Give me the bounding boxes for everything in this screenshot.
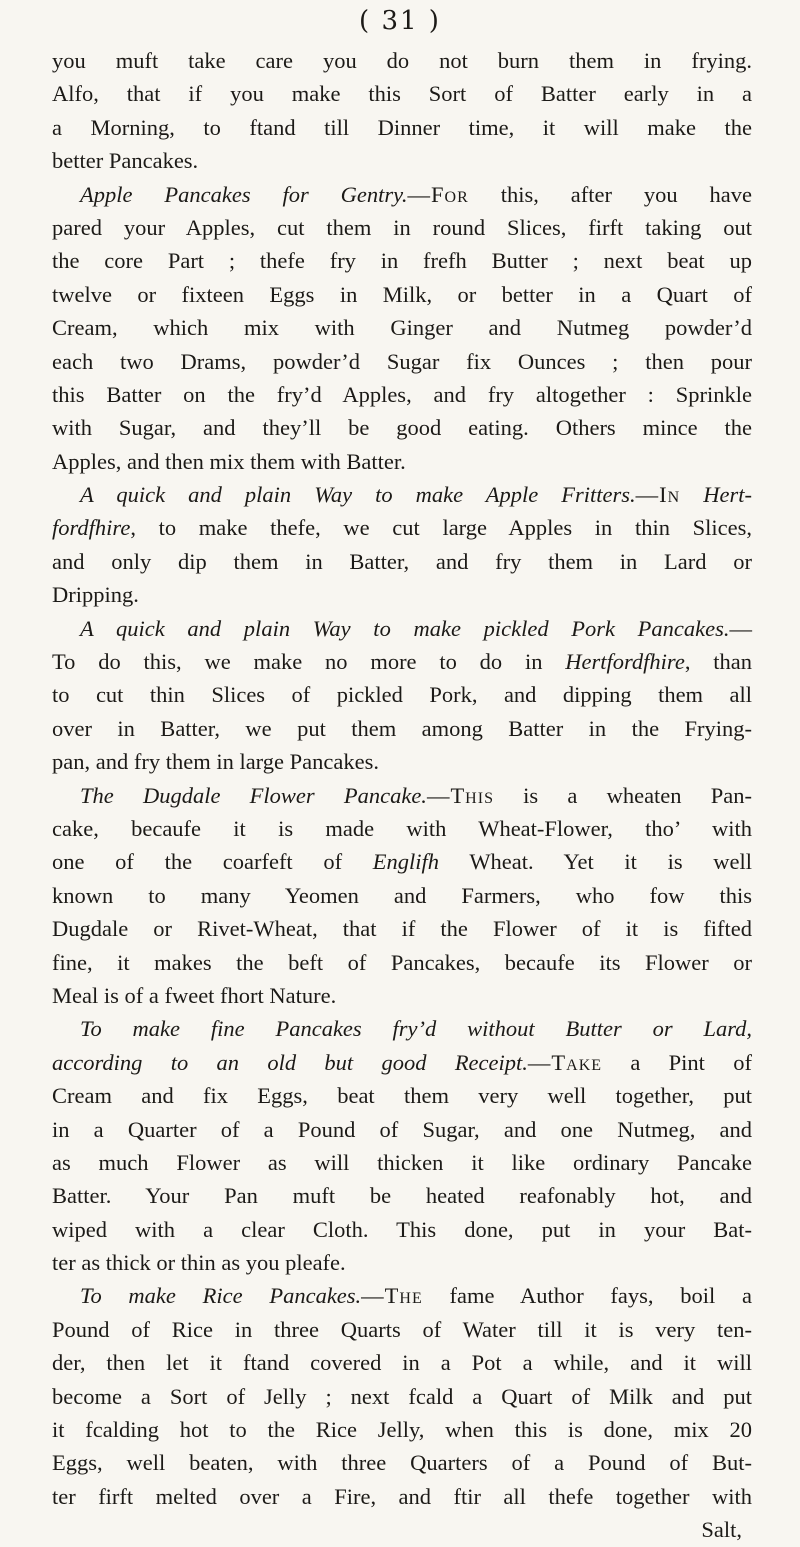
- text-line: [52, 1279, 752, 1312]
- text-line: Meal is of a fweet fhort Nature.: [52, 982, 337, 1008]
- text-line: [52, 1012, 752, 1045]
- italic-heading: To make Rice Pancakes.: [80, 1283, 362, 1309]
- text-line: in a Quarter of a Pound of Sugar, and one Nutmeg, and: [52, 1116, 752, 1142]
- small-caps-lead: —This: [426, 782, 494, 808]
- text-line: Batter. Your Pan muft be heated reafonably hot, and: [52, 1183, 752, 1209]
- italic-heading: Hert-: [703, 482, 752, 508]
- text-line: each two Drams, powder’d Sugar fix Ounces ; then pour: [52, 348, 752, 374]
- text-line: Eggs, well beaten, with three Quarters of a Pound of But-: [52, 1450, 752, 1476]
- text-line: ter as thick or thin as you pleafe.: [52, 1250, 346, 1276]
- italic-heading: A quick and plain Way to make Apple Fritters.: [80, 482, 636, 508]
- small-caps-lead: —For: [407, 181, 469, 207]
- italic-heading: Hertfordfhire: [565, 649, 685, 675]
- small-caps-lead: —The: [361, 1283, 423, 1309]
- text-line: better Pancakes.: [52, 148, 199, 174]
- body-text: [52, 44, 752, 1547]
- text-line: [52, 511, 752, 544]
- text-line: with Sugar, and they’ll be good eating. Others mince the: [52, 415, 752, 441]
- text-run: To do this, we make no more to do in: [52, 649, 566, 675]
- text-line: Dugdale or Rivet-Wheat, that if the Flower of it is fifted: [52, 916, 752, 942]
- text-line: [52, 645, 752, 678]
- text-line: Alfo, that if you make this Sort of Batter early in a: [52, 81, 752, 107]
- text-run: Wheat. Yet it is well: [439, 849, 753, 875]
- text-line: this Batter on the fry’d Apples, and fry altogether : Sprinkle: [52, 381, 752, 407]
- text-line: Cream, which mix with Ginger and Nutmeg powder’d: [52, 315, 752, 341]
- text-line: fine, it makes the beft of Pancakes, becaufe its Flower or: [52, 949, 752, 975]
- text-run: , to make thefe, we cut large Apples in thin Slices,: [130, 515, 752, 541]
- text-line: [52, 1046, 752, 1079]
- text-run: is a wheaten Pan-: [493, 782, 752, 808]
- page-number: ( 31 ): [359, 6, 441, 36]
- text-line: [52, 478, 752, 511]
- italic-heading: The Dugdale Flower Pancake.: [80, 782, 427, 808]
- text-run: a Pint of: [602, 1049, 753, 1075]
- text-line: wiped with a clear Cloth. This done, put in your Bat-: [52, 1216, 752, 1242]
- text-run: one of the coarfeft of: [52, 849, 373, 875]
- text-line: twelve or fixteen Eggs in Milk, or better in a Quart of: [52, 281, 752, 307]
- italic-heading: according to an old but good Receipt.: [52, 1049, 528, 1075]
- italic-heading: A quick and plain Way to make pickled Pork Pancakes.: [80, 615, 730, 641]
- text-run: [680, 482, 703, 507]
- text-line: over in Batter, we put them among Batter in the Frying-: [52, 715, 752, 741]
- text-line: to cut thin Slices of pickled Pork, and dipping them all: [52, 682, 752, 708]
- text-line: [52, 612, 752, 645]
- text-run: —: [729, 615, 752, 641]
- italic-heading: fordfhire: [52, 515, 131, 541]
- text-line: pared your Apples, cut them in round Slices, firft taking out: [52, 214, 752, 240]
- text-line: ter firft melted over a Fire, and ftir all thefe together with: [52, 1483, 752, 1509]
- text-line: known to many Yeomen and Farmers, who fow this: [52, 882, 752, 908]
- small-caps-lead: —In: [635, 482, 681, 508]
- italic-heading: Apple Pancakes for Gentry.: [80, 181, 408, 207]
- text-line: cake, becaufe it is made with Wheat-Flower, tho’ with: [52, 815, 752, 841]
- small-caps-lead: —Take: [527, 1049, 603, 1075]
- italic-heading: Englifh: [372, 849, 440, 875]
- text-line: [52, 845, 752, 878]
- text-line: pan, and fry them in large Pancakes.: [52, 749, 379, 775]
- catchword: Salt,: [701, 1517, 742, 1543]
- text-line: der, then let it ftand covered in a Pot a while, and it will: [52, 1350, 752, 1376]
- text-run: this, after you have: [468, 181, 752, 207]
- text-line: a Morning, to ftand till Dinner time, it will make the: [52, 114, 752, 140]
- text-line: Pound of Rice in three Quarts of Water till it is very ten-: [52, 1316, 752, 1342]
- text-line: [52, 779, 752, 812]
- text-line: Apples, and then mix them with Batter.: [52, 448, 406, 474]
- text-line: and only dip them in Batter, and fry them in Lard or: [52, 548, 752, 574]
- text-line: as much Flower as will thicken it like ordinary Pancake: [52, 1149, 752, 1175]
- text-line: Dripping.: [52, 582, 139, 608]
- text-run: , than: [684, 649, 752, 675]
- text-run: fame Author fays, boil a: [422, 1283, 752, 1309]
- text-line: you muft take care you do not burn them in frying.: [52, 48, 752, 73]
- text-line: Cream and fix Eggs, beat them very well together, put: [52, 1083, 752, 1109]
- italic-heading: To make fine Pancakes fry’d without Butter or Lard,: [80, 1016, 752, 1042]
- text-line: become a Sort of Jelly ; next fcald a Quart of Milk and put: [52, 1383, 752, 1409]
- text-line: it fcalding hot to the Rice Jelly, when this is done, mix 20: [52, 1417, 752, 1443]
- text-line: the core Part ; thefe fry in frefh Butter ; next beat up: [52, 248, 752, 274]
- text-line: [52, 178, 752, 211]
